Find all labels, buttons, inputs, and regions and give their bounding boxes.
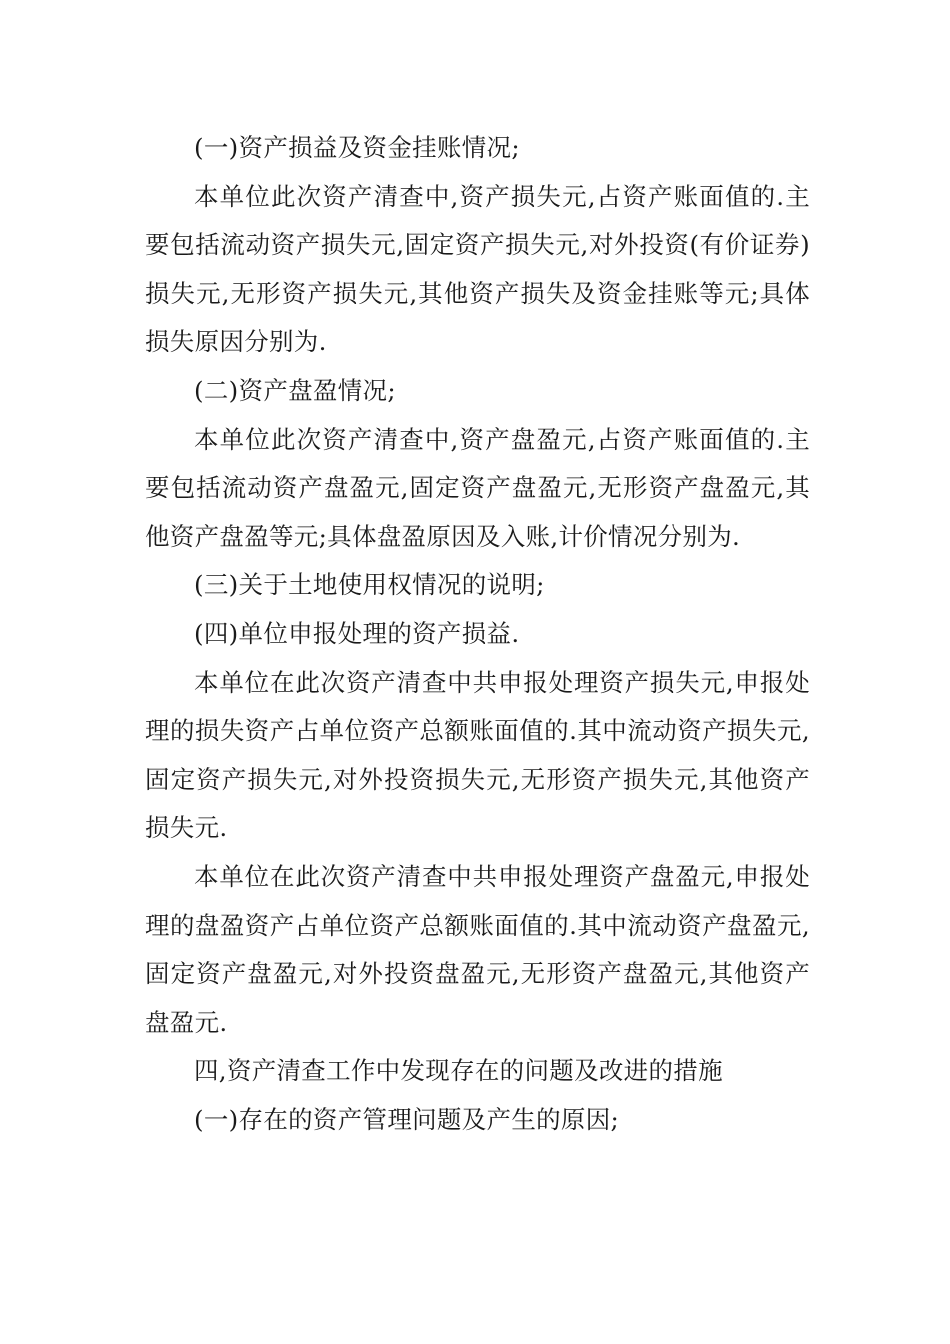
subsection-heading-asset-surplus: (二)资产盘盈情况; bbox=[194, 375, 396, 405]
paragraph-asset-surplus: 本单位此次资产清查中,资产盘盈元,占资产账面值的.主要包括流动资产盘盈元,固定资产盘盈元,无形资产盘盈元,其他资产盘盈等元;具体盘盈原因及入账,计价情况分别为. bbox=[145, 424, 810, 551]
paragraph-declared-losses: 本单位在此次资产清查中共申报处理资产损失元,申报处理的损失资产占单位资产总额账面值的.其中流动资产损失元,固定资产损失元,对外投资损失元,无形资产损失元,其他资产损失元. bbox=[145, 667, 810, 843]
document-body bbox=[145, 124, 810, 1144]
subsection-heading-land-use-rights: (三)关于土地使用权情况的说明; bbox=[194, 570, 545, 600]
subsection-heading-asset-gains-losses: (一)资产损益及资金挂账情况; bbox=[194, 133, 520, 162]
paragraph-asset-losses: 本单位此次资产清查中,资产损失元,占资产账面值的.主要包括流动资产损失元,固定资产损失元,对外投资(有价证券)损失元,无形资产损失元,其他资产损失及资金挂账等元;具体损失原因分别为. bbox=[145, 181, 810, 357]
paragraph-declared-surplus: 本单位在此次资产清查中共申报处理资产盘盈元,申报处理的盘盈资产占单位资产总额账面值的.其中流动资产盘盈元,固定资产盘盈元,对外投资盘盈元,无形资产盘盈元,其他资产盘盈元. bbox=[145, 861, 810, 1037]
section-heading-problems-and-measures: 四,资产清查工作中发现存在的问题及改进的措施 bbox=[194, 1056, 723, 1086]
subsection-heading-declared-gains-losses: (四)单位申报处理的资产损益. bbox=[194, 618, 520, 648]
subsection-heading-management-problems: (一)存在的资产管理问题及产生的原因; bbox=[194, 1104, 620, 1134]
